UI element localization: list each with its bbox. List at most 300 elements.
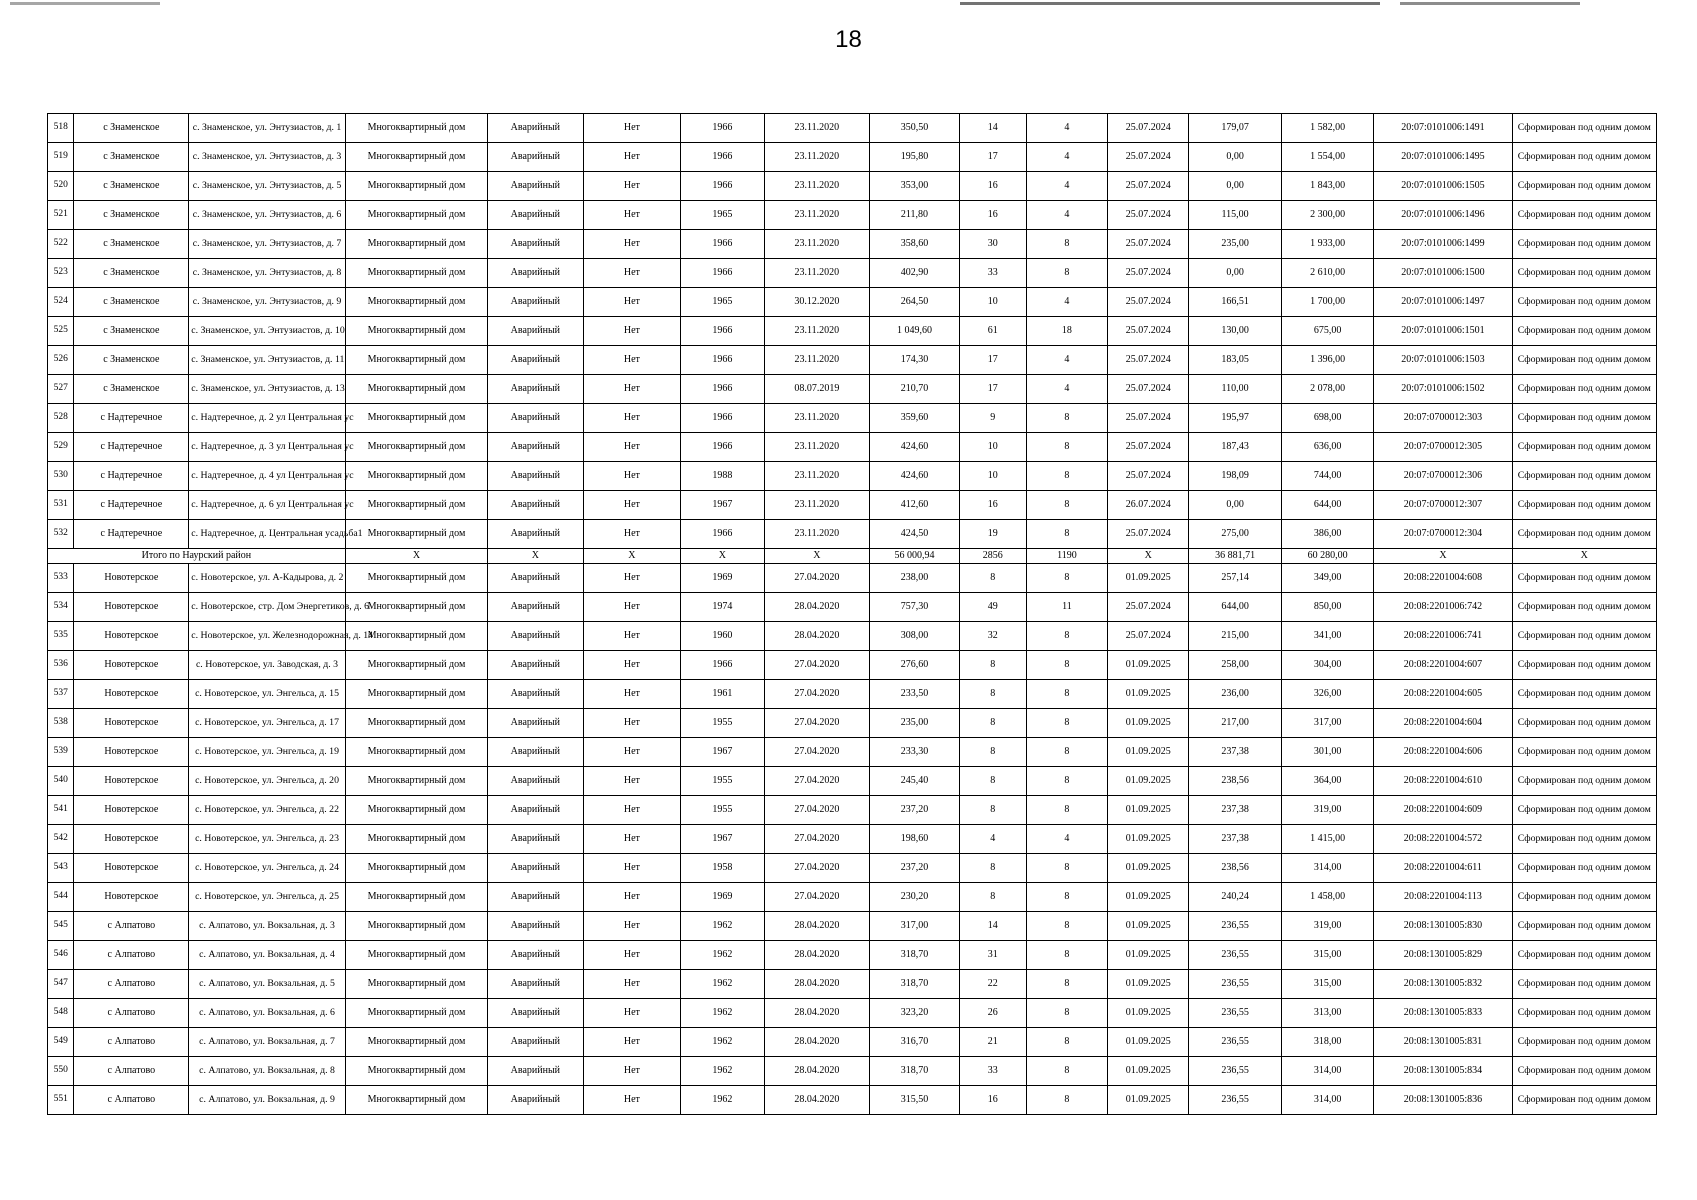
- land-status-cell: Сформирован под одним домом: [1512, 912, 1656, 941]
- included-flag-cell: Нет: [583, 230, 681, 259]
- condition-cell: Аварийный: [488, 433, 584, 462]
- condition-cell: Аварийный: [488, 520, 584, 549]
- cadastral-number-cell: 20:08:1301005:832: [1374, 970, 1512, 999]
- recognition-date-cell: 27.04.2020: [764, 883, 870, 912]
- included-flag-cell: Нет: [583, 999, 681, 1028]
- residents-cell: 49: [959, 593, 1026, 622]
- included-flag-cell: Нет: [583, 433, 681, 462]
- remaining-area-cell: 675,00: [1281, 317, 1373, 346]
- land-status-cell: Сформирован под одним домом: [1512, 462, 1656, 491]
- address-cell: с. Новотерское, ул. Заводская, д. 3: [189, 651, 346, 680]
- remaining-area-cell: 317,00: [1281, 709, 1373, 738]
- recognition-date-cell: 30.12.2020: [764, 288, 870, 317]
- table-row: [48, 1086, 1657, 1115]
- settlement-cell: Новотерское: [74, 767, 189, 796]
- resettled-area-cell: 166,51: [1189, 288, 1281, 317]
- built-year-cell: 1961: [681, 680, 764, 709]
- cadastral-number-cell: 20:08:2201004:607: [1374, 651, 1512, 680]
- building-type-cell: Многоквартирный дом: [345, 346, 487, 375]
- residents-cell: 31: [959, 941, 1026, 970]
- recognition-date-cell: 23.11.2020: [764, 462, 870, 491]
- cadastral-number-cell: 20:08:1301005:829: [1374, 941, 1512, 970]
- address-cell: с. Знаменское, ул. Энтузиастов, д. 8: [189, 259, 346, 288]
- remaining-area-cell: 314,00: [1281, 854, 1373, 883]
- row-number-cell: 518: [48, 114, 74, 143]
- apartments-cell: 8: [1026, 433, 1107, 462]
- recognition-date-cell: 27.04.2020: [764, 767, 870, 796]
- planned-resettlement-date-cell: 25.07.2024: [1108, 622, 1189, 651]
- address-cell: с. Новотерское, ул. Энгельса, д. 20: [189, 767, 346, 796]
- area-cell: 316,70: [870, 1028, 959, 1057]
- remaining-area-cell: 2 610,00: [1281, 259, 1373, 288]
- recognition-date-cell: 23.11.2020: [764, 114, 870, 143]
- recognition-date-cell: 28.04.2020: [764, 912, 870, 941]
- built-year-cell: 1962: [681, 999, 764, 1028]
- resettled-area-cell: 115,00: [1189, 201, 1281, 230]
- built-year-cell: 1958: [681, 854, 764, 883]
- built-year-cell: 1962: [681, 912, 764, 941]
- table-row: [48, 1057, 1657, 1086]
- cadastral-number-cell: 20:07:0700012:307: [1374, 491, 1512, 520]
- residents-cell: 26: [959, 999, 1026, 1028]
- residents-cell: 32: [959, 622, 1026, 651]
- planned-resettlement-date-cell: 25.07.2024: [1108, 346, 1189, 375]
- settlement-cell: с Алпатово: [74, 1057, 189, 1086]
- remaining-area-cell: 314,00: [1281, 1086, 1373, 1115]
- recognition-date-cell: 27.04.2020: [764, 854, 870, 883]
- recognition-date-cell: 28.04.2020: [764, 941, 870, 970]
- area-cell: 353,00: [870, 172, 959, 201]
- settlement-cell: с Знаменское: [74, 172, 189, 201]
- address-cell: с. Новотерское, ул. Железнодорожная, д. 14: [189, 622, 346, 651]
- built-year-cell: 1966: [681, 346, 764, 375]
- land-status-cell: Сформирован под одним домом: [1512, 143, 1656, 172]
- condition-cell: Аварийный: [488, 709, 584, 738]
- area-cell: 237,20: [870, 796, 959, 825]
- table-row: [48, 651, 1657, 680]
- built-year-cell: 1966: [681, 317, 764, 346]
- resettled-area-cell: 236,55: [1189, 1057, 1281, 1086]
- address-cell: с. Алпатово, ул. Вокзальная, д. 3: [189, 912, 346, 941]
- cadastral-number-cell: 20:07:0700012:304: [1374, 520, 1512, 549]
- condition-cell: Аварийный: [488, 288, 584, 317]
- built-year-cell: 1966: [681, 375, 764, 404]
- table-row: [48, 346, 1657, 375]
- recognition-date-cell: 28.04.2020: [764, 999, 870, 1028]
- residents-cell: 22: [959, 970, 1026, 999]
- settlement-cell: с Знаменское: [74, 143, 189, 172]
- row-number-cell: 522: [48, 230, 74, 259]
- land-status-cell: Сформирован под одним домом: [1512, 404, 1656, 433]
- table-row: [48, 970, 1657, 999]
- planned-resettlement-date-cell: 25.07.2024: [1108, 201, 1189, 230]
- recognition-date-cell: 28.04.2020: [764, 1086, 870, 1115]
- included-flag-cell: Нет: [583, 941, 681, 970]
- condition-cell: Аварийный: [488, 767, 584, 796]
- residents-cell: 14: [959, 114, 1026, 143]
- built-year-cell: 1967: [681, 491, 764, 520]
- remaining-area-cell: 319,00: [1281, 796, 1373, 825]
- resettled-area-cell: 187,43: [1189, 433, 1281, 462]
- area-cell: 424,50: [870, 520, 959, 549]
- row-number-cell: 528: [48, 404, 74, 433]
- planned-resettlement-date-cell: 01.09.2025: [1108, 912, 1189, 941]
- remaining-area-cell: 744,00: [1281, 462, 1373, 491]
- building-type-cell: Многоквартирный дом: [345, 230, 487, 259]
- settlement-cell: Новотерское: [74, 593, 189, 622]
- land-status-cell: Сформирован под одним домом: [1512, 114, 1656, 143]
- built-year-cell: 1966: [681, 172, 764, 201]
- settlement-cell: с Знаменское: [74, 230, 189, 259]
- residents-cell: 9: [959, 404, 1026, 433]
- residents-cell: 8: [959, 796, 1026, 825]
- residents-cell: 16: [959, 491, 1026, 520]
- resettled-area-cell: 110,00: [1189, 375, 1281, 404]
- row-number-cell: 545: [48, 912, 74, 941]
- remaining-area-cell: 1 396,00: [1281, 346, 1373, 375]
- area-cell: 1 049,60: [870, 317, 959, 346]
- built-year-cell: 1967: [681, 738, 764, 767]
- resettled-area-cell: 0,00: [1189, 259, 1281, 288]
- land-status-cell: Сформирован под одним домом: [1512, 796, 1656, 825]
- cadastral-number-cell: 20:07:0101006:1499: [1374, 230, 1512, 259]
- table-row: [48, 172, 1657, 201]
- residents-cell: 8: [959, 854, 1026, 883]
- area-cell: 424,60: [870, 433, 959, 462]
- remaining-area-cell: 301,00: [1281, 738, 1373, 767]
- row-number-cell: 527: [48, 375, 74, 404]
- condition-cell: Аварийный: [488, 912, 584, 941]
- table-row: [48, 317, 1657, 346]
- cadastral-number-cell: 20:07:0101006:1505: [1374, 172, 1512, 201]
- recognition-date-cell: 23.11.2020: [764, 172, 870, 201]
- included-flag-cell: Нет: [583, 462, 681, 491]
- resettled-area-cell: 240,24: [1189, 883, 1281, 912]
- cadastral-number-cell: 20:07:0700012:306: [1374, 462, 1512, 491]
- table-row: [48, 593, 1657, 622]
- planned-resettlement-date-cell: 25.07.2024: [1108, 172, 1189, 201]
- land-status-cell: Сформирован под одним домом: [1512, 854, 1656, 883]
- building-type-cell: Многоквартирный дом: [345, 1086, 487, 1115]
- settlement-cell: Новотерское: [74, 738, 189, 767]
- district-total-cell: 60 280,00: [1281, 549, 1373, 564]
- settlement-cell: с Алпатово: [74, 970, 189, 999]
- residents-cell: 17: [959, 375, 1026, 404]
- apartments-cell: 8: [1026, 738, 1107, 767]
- included-flag-cell: Нет: [583, 1028, 681, 1057]
- built-year-cell: 1966: [681, 520, 764, 549]
- residents-cell: 17: [959, 143, 1026, 172]
- resettled-area-cell: 195,97: [1189, 404, 1281, 433]
- settlement-cell: с Алпатово: [74, 1028, 189, 1057]
- row-number-cell: 551: [48, 1086, 74, 1115]
- apartments-cell: 4: [1026, 143, 1107, 172]
- land-status-cell: Сформирован под одним домом: [1512, 825, 1656, 854]
- area-cell: 235,00: [870, 709, 959, 738]
- planned-resettlement-date-cell: 25.07.2024: [1108, 375, 1189, 404]
- district-total-cell: 36 881,71: [1189, 549, 1281, 564]
- building-type-cell: Многоквартирный дом: [345, 259, 487, 288]
- remaining-area-cell: 318,00: [1281, 1028, 1373, 1057]
- included-flag-cell: Нет: [583, 404, 681, 433]
- recognition-date-cell: 23.11.2020: [764, 433, 870, 462]
- table-row: [48, 999, 1657, 1028]
- recognition-date-cell: 28.04.2020: [764, 970, 870, 999]
- apartments-cell: 8: [1026, 259, 1107, 288]
- scan-artifact-line: [10, 2, 160, 5]
- building-type-cell: Многоквартирный дом: [345, 941, 487, 970]
- area-cell: 276,60: [870, 651, 959, 680]
- land-status-cell: Сформирован под одним домом: [1512, 520, 1656, 549]
- settlement-cell: с Знаменское: [74, 288, 189, 317]
- table-row: [48, 433, 1657, 462]
- remaining-area-cell: 1 415,00: [1281, 825, 1373, 854]
- cadastral-number-cell: 20:08:2201004:609: [1374, 796, 1512, 825]
- district-total-cell: 1190: [1026, 549, 1107, 564]
- land-status-cell: Сформирован под одним домом: [1512, 288, 1656, 317]
- included-flag-cell: Нет: [583, 259, 681, 288]
- address-cell: с. Надтеречное, д. 6 ул Центральная ус: [189, 491, 346, 520]
- land-status-cell: Сформирован под одним домом: [1512, 593, 1656, 622]
- cadastral-number-cell: 20:08:2201004:611: [1374, 854, 1512, 883]
- residents-cell: 8: [959, 564, 1026, 593]
- area-cell: 318,70: [870, 941, 959, 970]
- row-number-cell: 542: [48, 825, 74, 854]
- row-number-cell: 525: [48, 317, 74, 346]
- resettled-area-cell: 236,55: [1189, 999, 1281, 1028]
- apartments-cell: 8: [1026, 680, 1107, 709]
- table-row: [48, 404, 1657, 433]
- condition-cell: Аварийный: [488, 259, 584, 288]
- address-cell: с. Новотерское, ул. Энгельса, д. 24: [189, 854, 346, 883]
- district-total-cell: X: [764, 549, 870, 564]
- included-flag-cell: Нет: [583, 375, 681, 404]
- built-year-cell: 1962: [681, 1028, 764, 1057]
- settlement-cell: с Алпатово: [74, 941, 189, 970]
- area-cell: 210,70: [870, 375, 959, 404]
- built-year-cell: 1966: [681, 230, 764, 259]
- table-row: [48, 564, 1657, 593]
- recognition-date-cell: 23.11.2020: [764, 346, 870, 375]
- cadastral-number-cell: 20:07:0101006:1503: [1374, 346, 1512, 375]
- address-cell: с. Знаменское, ул. Энтузиастов, д. 5: [189, 172, 346, 201]
- building-type-cell: Многоквартирный дом: [345, 970, 487, 999]
- row-number-cell: 526: [48, 346, 74, 375]
- apartments-cell: 8: [1026, 941, 1107, 970]
- built-year-cell: 1955: [681, 709, 764, 738]
- apartments-cell: 4: [1026, 172, 1107, 201]
- recognition-date-cell: 23.11.2020: [764, 230, 870, 259]
- row-number-cell: 550: [48, 1057, 74, 1086]
- area-cell: 198,60: [870, 825, 959, 854]
- remaining-area-cell: 2 300,00: [1281, 201, 1373, 230]
- row-number-cell: 538: [48, 709, 74, 738]
- included-flag-cell: Нет: [583, 709, 681, 738]
- apartments-cell: 8: [1026, 230, 1107, 259]
- planned-resettlement-date-cell: 25.07.2024: [1108, 317, 1189, 346]
- land-status-cell: Сформирован под одним домом: [1512, 680, 1656, 709]
- planned-resettlement-date-cell: 01.09.2025: [1108, 854, 1189, 883]
- condition-cell: Аварийный: [488, 491, 584, 520]
- planned-resettlement-date-cell: 25.07.2024: [1108, 230, 1189, 259]
- settlement-cell: с Алпатово: [74, 999, 189, 1028]
- settlement-cell: с Знаменское: [74, 259, 189, 288]
- residents-cell: 14: [959, 912, 1026, 941]
- remaining-area-cell: 364,00: [1281, 767, 1373, 796]
- condition-cell: Аварийный: [488, 970, 584, 999]
- resettled-area-cell: 644,00: [1189, 593, 1281, 622]
- district-total-row: [48, 549, 1657, 564]
- included-flag-cell: Нет: [583, 1057, 681, 1086]
- apartments-cell: 8: [1026, 564, 1107, 593]
- row-number-cell: 547: [48, 970, 74, 999]
- apartments-cell: 8: [1026, 912, 1107, 941]
- planned-resettlement-date-cell: 01.09.2025: [1108, 796, 1189, 825]
- cadastral-number-cell: 20:08:2201006:742: [1374, 593, 1512, 622]
- resettled-area-cell: 257,14: [1189, 564, 1281, 593]
- recognition-date-cell: 23.11.2020: [764, 491, 870, 520]
- area-cell: 317,00: [870, 912, 959, 941]
- built-year-cell: 1988: [681, 462, 764, 491]
- cadastral-number-cell: 20:08:1301005:833: [1374, 999, 1512, 1028]
- land-status-cell: Сформирован под одним домом: [1512, 259, 1656, 288]
- row-number-cell: 543: [48, 854, 74, 883]
- apartments-cell: 4: [1026, 114, 1107, 143]
- included-flag-cell: Нет: [583, 593, 681, 622]
- area-cell: 757,30: [870, 593, 959, 622]
- row-number-cell: 523: [48, 259, 74, 288]
- table-row: [48, 796, 1657, 825]
- planned-resettlement-date-cell: 25.07.2024: [1108, 593, 1189, 622]
- scan-artifact-line: [1400, 2, 1580, 5]
- recognition-date-cell: 27.04.2020: [764, 651, 870, 680]
- resettled-area-cell: 237,38: [1189, 796, 1281, 825]
- condition-cell: Аварийный: [488, 999, 584, 1028]
- area-cell: 358,60: [870, 230, 959, 259]
- building-type-cell: Многоквартирный дом: [345, 172, 487, 201]
- land-status-cell: Сформирован под одним домом: [1512, 564, 1656, 593]
- cadastral-number-cell: 20:08:2201004:572: [1374, 825, 1512, 854]
- land-status-cell: Сформирован под одним домом: [1512, 738, 1656, 767]
- settlement-cell: с Знаменское: [74, 317, 189, 346]
- residents-cell: 8: [959, 738, 1026, 767]
- resettled-area-cell: 236,55: [1189, 1086, 1281, 1115]
- remaining-area-cell: 349,00: [1281, 564, 1373, 593]
- district-total-label: Итого по Наурский район: [48, 549, 346, 564]
- address-cell: с. Алпатово, ул. Вокзальная, д. 9: [189, 1086, 346, 1115]
- built-year-cell: 1969: [681, 564, 764, 593]
- apartments-cell: 8: [1026, 520, 1107, 549]
- condition-cell: Аварийный: [488, 1057, 584, 1086]
- residents-cell: 30: [959, 230, 1026, 259]
- table-row: [48, 1028, 1657, 1057]
- recognition-date-cell: 23.11.2020: [764, 201, 870, 230]
- cadastral-number-cell: 20:08:1301005:830: [1374, 912, 1512, 941]
- built-year-cell: 1960: [681, 622, 764, 651]
- building-type-cell: Многоквартирный дом: [345, 201, 487, 230]
- planned-resettlement-date-cell: 25.07.2024: [1108, 433, 1189, 462]
- settlement-cell: с Знаменское: [74, 346, 189, 375]
- built-year-cell: 1955: [681, 767, 764, 796]
- included-flag-cell: Нет: [583, 143, 681, 172]
- condition-cell: Аварийный: [488, 854, 584, 883]
- condition-cell: Аварийный: [488, 172, 584, 201]
- land-status-cell: Сформирован под одним домом: [1512, 172, 1656, 201]
- address-cell: с. Алпатово, ул. Вокзальная, д. 6: [189, 999, 346, 1028]
- resettled-area-cell: 130,00: [1189, 317, 1281, 346]
- address-cell: с. Знаменское, ул. Энтузиастов, д. 1: [189, 114, 346, 143]
- address-cell: с. Знаменское, ул. Энтузиастов, д. 10: [189, 317, 346, 346]
- area-cell: 402,90: [870, 259, 959, 288]
- remaining-area-cell: 386,00: [1281, 520, 1373, 549]
- address-cell: с. Новотерское, ул. А-Кадырова, д. 2: [189, 564, 346, 593]
- recognition-date-cell: 28.04.2020: [764, 593, 870, 622]
- condition-cell: Аварийный: [488, 230, 584, 259]
- condition-cell: Аварийный: [488, 201, 584, 230]
- building-type-cell: Многоквартирный дом: [345, 114, 487, 143]
- cadastral-number-cell: 20:08:1301005:834: [1374, 1057, 1512, 1086]
- settlement-cell: Новотерское: [74, 709, 189, 738]
- land-status-cell: Сформирован под одним домом: [1512, 375, 1656, 404]
- row-number-cell: 519: [48, 143, 74, 172]
- planned-resettlement-date-cell: 01.09.2025: [1108, 651, 1189, 680]
- table-row: [48, 462, 1657, 491]
- table-row: [48, 259, 1657, 288]
- address-cell: с. Надтеречное, д. 3 ул Центральная ус: [189, 433, 346, 462]
- apartments-cell: 4: [1026, 825, 1107, 854]
- settlement-cell: с Знаменское: [74, 201, 189, 230]
- built-year-cell: 1962: [681, 941, 764, 970]
- cadastral-number-cell: 20:08:2201006:741: [1374, 622, 1512, 651]
- cadastral-number-cell: 20:08:2201004:604: [1374, 709, 1512, 738]
- planned-resettlement-date-cell: 01.09.2025: [1108, 680, 1189, 709]
- recognition-date-cell: 23.11.2020: [764, 143, 870, 172]
- built-year-cell: 1974: [681, 593, 764, 622]
- area-cell: 237,20: [870, 854, 959, 883]
- apartments-cell: 8: [1026, 970, 1107, 999]
- building-type-cell: Многоквартирный дом: [345, 883, 487, 912]
- residents-cell: 19: [959, 520, 1026, 549]
- row-number-cell: 549: [48, 1028, 74, 1057]
- condition-cell: Аварийный: [488, 1028, 584, 1057]
- settlement-cell: с Алпатово: [74, 912, 189, 941]
- apartments-cell: 8: [1026, 404, 1107, 433]
- condition-cell: Аварийный: [488, 651, 584, 680]
- planned-resettlement-date-cell: 01.09.2025: [1108, 941, 1189, 970]
- remaining-area-cell: 1 458,00: [1281, 883, 1373, 912]
- built-year-cell: 1955: [681, 796, 764, 825]
- resettled-area-cell: 215,00: [1189, 622, 1281, 651]
- apartments-cell: 8: [1026, 651, 1107, 680]
- residents-cell: 8: [959, 767, 1026, 796]
- cadastral-number-cell: 20:07:0101006:1497: [1374, 288, 1512, 317]
- land-status-cell: Сформирован под одним домом: [1512, 433, 1656, 462]
- address-cell: с. Новотерское, ул. Энгельса, д. 25: [189, 883, 346, 912]
- condition-cell: Аварийный: [488, 883, 584, 912]
- planned-resettlement-date-cell: 26.07.2024: [1108, 491, 1189, 520]
- remaining-area-cell: 1 582,00: [1281, 114, 1373, 143]
- area-cell: 308,00: [870, 622, 959, 651]
- planned-resettlement-date-cell: 01.09.2025: [1108, 970, 1189, 999]
- row-number-cell: 535: [48, 622, 74, 651]
- table-row: [48, 491, 1657, 520]
- district-total-cell: X: [1108, 549, 1189, 564]
- table-row: [48, 767, 1657, 796]
- residents-cell: 8: [959, 709, 1026, 738]
- land-status-cell: Сформирован под одним домом: [1512, 201, 1656, 230]
- included-flag-cell: Нет: [583, 114, 681, 143]
- apartments-cell: 8: [1026, 883, 1107, 912]
